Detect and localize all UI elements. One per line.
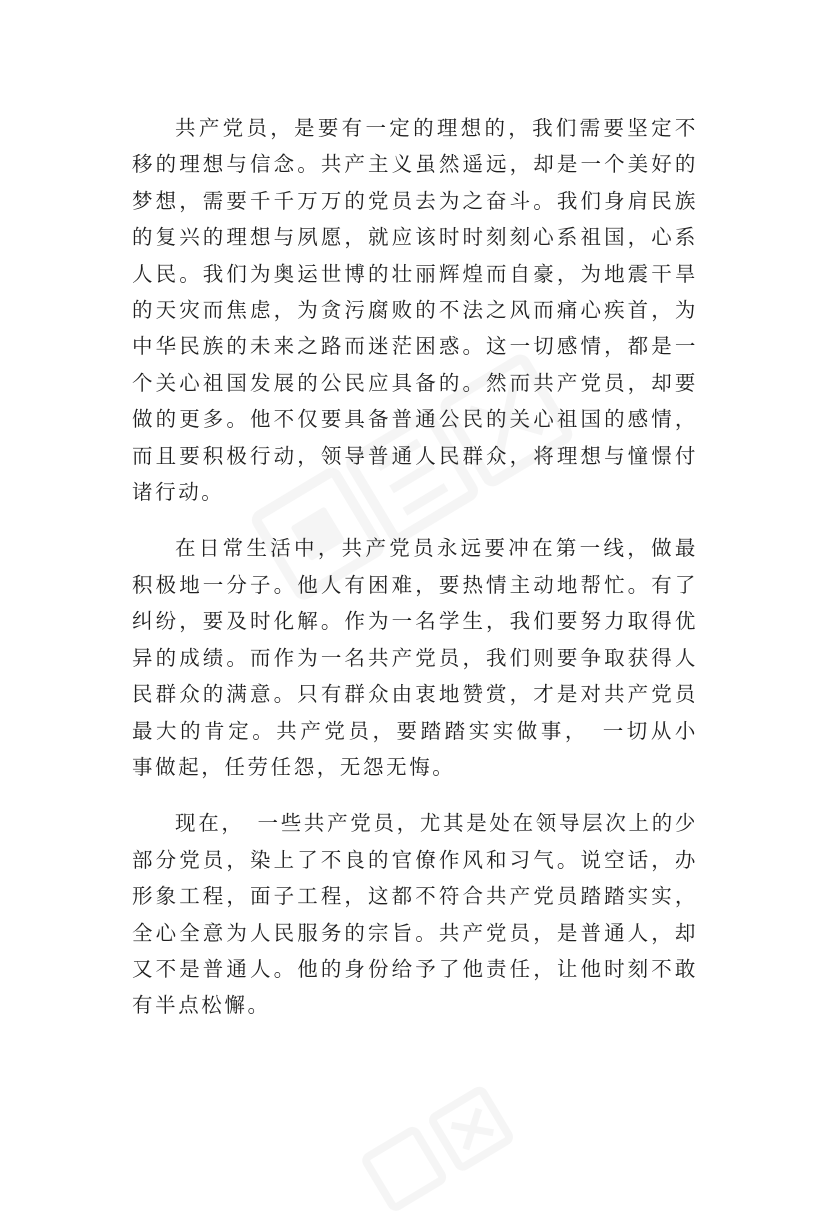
watermark-logo-icon-bottom bbox=[353, 1074, 526, 1216]
paragraph-ideals: 共产党员，是要有一定的理想的，我们需要坚定不移的理想与信念。共产主义虽然遥远，却是一个美好的梦想，需要千千万万的党员去为之奋斗。我们身肩民族的复兴的理想与夙愿，就应该时时刻刻心系祖国，心系人民。我们为奥运世博的壮丽辉煌而自豪，为地震干旱的天灾而焦虑，为贪污腐败的不法之风而痛心疾首，为中华民族的未来之路而迷茫困惑。这一切感情，都是一个关心祖国发展的公民应具备的。然而共产党员，却要做的更多。他不仅要具备普通公民的关心祖国的感情，而且要积极行动，领导普通人民群众，将理想与憧憬付诸行动。 bbox=[132, 116, 698, 505]
paragraph-current-issues: 现在， 一些共产党员，尤其是处在领导层次上的少部分党员，染上了不良的官僚作风和习气。说空话，办形象工程，面子工程，这都不符合共产党员踏踏实实，全心全意为人民服务的宗旨。共产党员，是普通人，却又不是普通人。他的身份给予了他责任，让他时刻不敢有半点松懈。 bbox=[132, 811, 698, 1018]
paragraph-daily-life: 在日常生活中，共产党员永远要冲在第一线，做最积极地一分子。他人有困难，要热情主动地帮忙。有了纠纷，要及时化解。作为一名学生，我们要努力取得优异的成绩。而作为一名共产党员，我们则要争取获得人民群众的满意。只有群众由衷地赞赏，才是对共产党员最大的肯定。共产党员，要踏踏实实做事， 一切从小事做起，任劳任怨，无怨无悔。 bbox=[132, 536, 698, 779]
document-body bbox=[132, 110, 698, 1044]
